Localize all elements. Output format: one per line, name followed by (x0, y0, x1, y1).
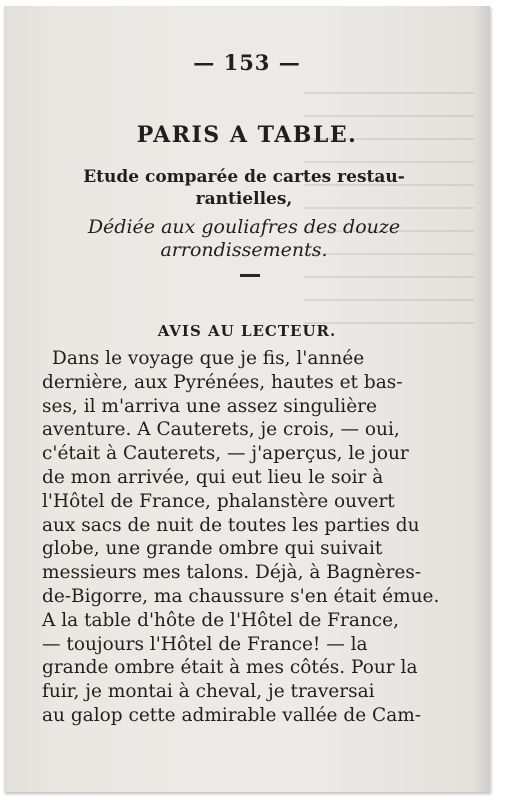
book-page (4, 6, 490, 792)
chapter-title: PARIS A TABLE. (136, 122, 358, 148)
body-line: de-Bigorre, ma chaussure s'en était émue. (42, 585, 440, 607)
body-line: l'Hôtel de France, phalanstère ouvert (42, 490, 395, 512)
body-line: grande ombre était à mes côtés. Pour la (42, 657, 418, 679)
body-paragraph (42, 347, 444, 728)
body-line: aventure. A Cauterets, je crois, — oui, (42, 419, 400, 441)
body-line: ses, il m'arriva une assez singulière (42, 395, 377, 417)
body-line: c'était à Cauterets, — j'aperçus, le jour (42, 443, 409, 465)
body-line: fuir, je montai à cheval, je traversai (42, 681, 375, 703)
subtitle-line-1: Etude comparée de cartes restau- (83, 167, 405, 187)
body-line: A la table d'hôte de l'Hôtel de France, (42, 609, 399, 631)
section-heading: AVIS AU LECTEUR. (157, 322, 337, 340)
body-line: au galop cette admirable vallée de Cam- (42, 704, 422, 726)
dedication-line-1: Dédiée aux gouliafres des douze (87, 216, 401, 238)
body-line: messieurs mes talons. Déjà, à Bagnères- (42, 562, 422, 584)
separator-dash (240, 274, 260, 277)
chapter-subtitle (54, 166, 434, 210)
body-line: aux sacs de nuit de toutes les parties du (42, 514, 420, 536)
dedication (56, 216, 432, 262)
page-content (4, 6, 490, 792)
body-line: de mon arrivée, qui eut lieu le soir à (42, 466, 384, 488)
body-line: dernière, aux Pyrénées, hautes et bas- (42, 371, 403, 393)
body-line: globe, une grande ombre qui suivait (42, 538, 383, 560)
body-line: Dans le voyage que je fis, l'année (52, 348, 365, 369)
dedication-line-2: arrondissements. (160, 239, 328, 261)
body-line: — toujours l'Hôtel de France! — la (42, 633, 368, 655)
page-number: — 153 — (193, 50, 301, 75)
subtitle-line-2: rantielles, (195, 189, 293, 209)
